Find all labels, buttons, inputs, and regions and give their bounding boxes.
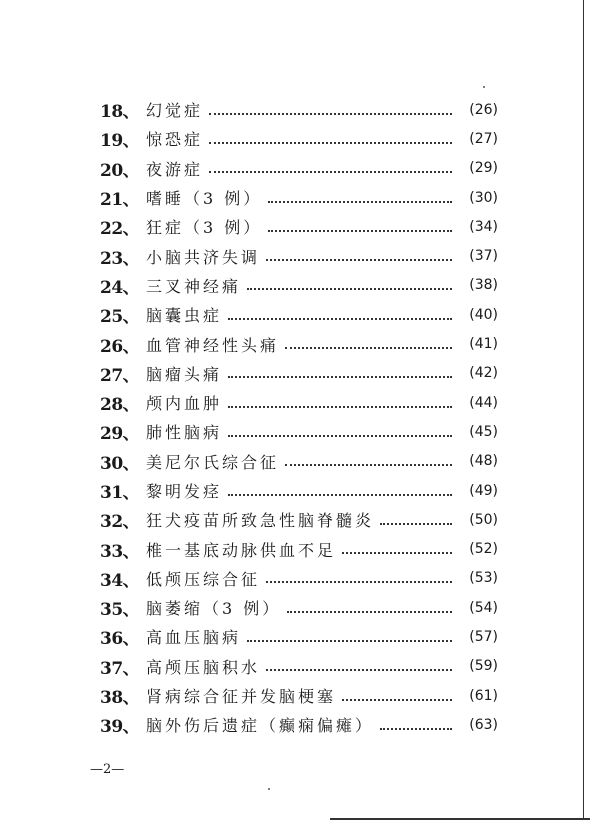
- toc-entry-title: 高血压脑病: [146, 628, 242, 648]
- toc-entry-page: (49): [469, 482, 498, 499]
- toc-entry-number: 20、: [100, 160, 140, 181]
- toc-entry-title: 三叉神经痛: [146, 276, 242, 296]
- toc-entry-title: 惊恐症: [146, 130, 204, 150]
- toc-entry-number: 22、: [100, 219, 140, 240]
- toc-entry-title: 脑瘤头痛: [146, 364, 223, 384]
- toc-entry-page: (27): [469, 130, 498, 147]
- toc-entry-number: 29、: [100, 424, 140, 445]
- toc-entry-page: (48): [469, 453, 498, 470]
- dot-leader: [228, 376, 452, 378]
- toc-entry: [100, 271, 498, 300]
- toc-entry: [100, 710, 498, 739]
- dot-leader: [266, 259, 452, 261]
- toc-entry-number: 35、: [100, 600, 140, 621]
- toc-entry: [100, 417, 498, 446]
- dot-leader: [380, 523, 452, 525]
- toc-entry: [100, 183, 498, 212]
- toc-entry-title: 小脑共济失调: [146, 247, 261, 267]
- toc-entry-title: 血管神经性头痛: [146, 335, 280, 355]
- toc-entry: [100, 534, 498, 563]
- dot-leader: [228, 435, 452, 437]
- toc-entry-title: 幻觉症: [146, 101, 204, 121]
- dot-leader: [228, 494, 452, 496]
- dot-leader: [285, 464, 452, 466]
- dot-leader: [209, 113, 452, 115]
- toc-entry-title: 脑外伤后遗症（癫痫偏瘫）: [146, 716, 375, 736]
- dot-leader: [228, 318, 452, 320]
- toc-entry-number: 26、: [100, 336, 140, 357]
- toc-entry-number: 28、: [100, 395, 140, 416]
- toc-entry-page: (38): [469, 277, 498, 294]
- toc-entry-title: 脑萎缩（3 例）: [146, 599, 282, 619]
- toc-entry-page: (53): [469, 570, 498, 587]
- toc-entry-number: 31、: [100, 483, 140, 503]
- toc-entry-number: 23、: [100, 248, 140, 269]
- toc-entry-number: 39、: [100, 717, 140, 738]
- toc-entry-page: (34): [469, 218, 498, 235]
- toc-entry-page: (37): [469, 248, 498, 265]
- scan-speck: [483, 86, 485, 88]
- dot-leader: [247, 288, 452, 290]
- toc-entry-title: 狂犬疫苗所致急性脑脊髓炎: [146, 511, 375, 531]
- toc-entry-number: 32、: [100, 512, 140, 533]
- scan-speck: [268, 788, 270, 790]
- toc-entry-number: 34、: [100, 570, 140, 591]
- toc-entry-page: (26): [469, 101, 498, 118]
- toc-entry-number: 25、: [100, 307, 140, 328]
- toc-entry: [100, 652, 498, 681]
- toc-entry-number: 38、: [100, 688, 140, 709]
- dot-leader: [266, 669, 452, 671]
- toc-entry-title: 高颅压脑积水: [146, 657, 261, 677]
- toc-entry-page: (52): [469, 541, 498, 558]
- toc-entry-page: (59): [469, 658, 498, 675]
- toc-entry-number: 24、: [100, 277, 140, 298]
- dot-leader: [209, 171, 452, 173]
- toc-entry-page: (57): [469, 628, 498, 645]
- toc-entry-number: 36、: [100, 629, 140, 650]
- toc-entry-page: (42): [469, 365, 498, 382]
- toc-entry-number: 27、: [100, 365, 140, 386]
- toc-entry-title: 夜游症: [146, 159, 204, 179]
- toc-entry-number: 30、: [100, 453, 140, 474]
- toc-entry: [100, 447, 498, 476]
- toc-entry: [100, 476, 498, 505]
- toc-entry-title: 颅内血肿: [146, 394, 223, 414]
- toc-entry-number: 19、: [100, 131, 140, 152]
- dot-leader: [380, 728, 452, 730]
- toc-entry-page: (29): [469, 160, 498, 177]
- table-of-contents: [100, 95, 498, 740]
- toc-entry-title: 嗜睡（3 例）: [146, 189, 263, 209]
- dot-leader: [342, 552, 452, 554]
- toc-entry: [100, 359, 498, 388]
- toc-entry: [100, 241, 498, 270]
- toc-entry: [100, 154, 498, 183]
- dot-leader: [268, 230, 452, 232]
- toc-entry-number: 18、: [100, 102, 140, 123]
- toc-entry-page: (41): [469, 336, 498, 353]
- toc-entry-page: (54): [469, 599, 498, 616]
- toc-entry: [100, 329, 498, 358]
- dot-leader: [228, 406, 452, 408]
- dot-leader: [247, 640, 452, 642]
- toc-entry: [100, 593, 498, 622]
- dot-leader: [266, 581, 452, 583]
- toc-entry-title: 肺性脑病: [146, 423, 223, 443]
- dot-leader: [268, 201, 452, 203]
- toc-entry: [100, 505, 498, 534]
- dot-leader: [287, 611, 452, 613]
- toc-entry: [100, 95, 498, 124]
- toc-entry-page: (63): [469, 716, 498, 733]
- toc-entry-page: (44): [469, 394, 498, 411]
- toc-entry-title: 肾病综合征并发脑梗塞: [146, 687, 337, 707]
- toc-entry-title: 低颅压综合征: [146, 569, 261, 589]
- toc-entry: [100, 212, 498, 241]
- toc-entry-title: 狂症（3 例）: [146, 218, 263, 238]
- toc-entry: [100, 564, 498, 593]
- toc-entry: [100, 681, 498, 710]
- toc-entry-page: (30): [469, 189, 498, 206]
- dot-leader: [342, 699, 452, 701]
- toc-entry-number: 33、: [100, 541, 140, 562]
- toc-entry: [100, 124, 498, 153]
- toc-entry-title: 脑囊虫症: [146, 306, 223, 326]
- toc-entry: [100, 388, 498, 417]
- toc-entry: [100, 300, 498, 329]
- footer-page-number: —2—: [90, 762, 125, 777]
- toc-entry-page: (45): [469, 423, 498, 440]
- toc-entry-page: (50): [469, 511, 498, 528]
- toc-entry-page: (40): [469, 306, 498, 323]
- page-edge-right: [583, 0, 584, 820]
- toc-entry-title: 黎明发痉: [146, 482, 223, 501]
- toc-entry-title: 美尼尔氏综合征: [146, 452, 280, 472]
- toc-entry-number: 21、: [100, 190, 140, 211]
- dot-leader: [285, 347, 452, 349]
- toc-entry: [100, 622, 498, 651]
- toc-entry-title: 椎一基底动脉供血不足: [146, 540, 337, 560]
- dot-leader: [209, 142, 452, 144]
- toc-entry-page: (61): [469, 687, 498, 704]
- page-edge-bottom: [330, 818, 590, 820]
- toc-entry-number: 37、: [100, 658, 140, 679]
